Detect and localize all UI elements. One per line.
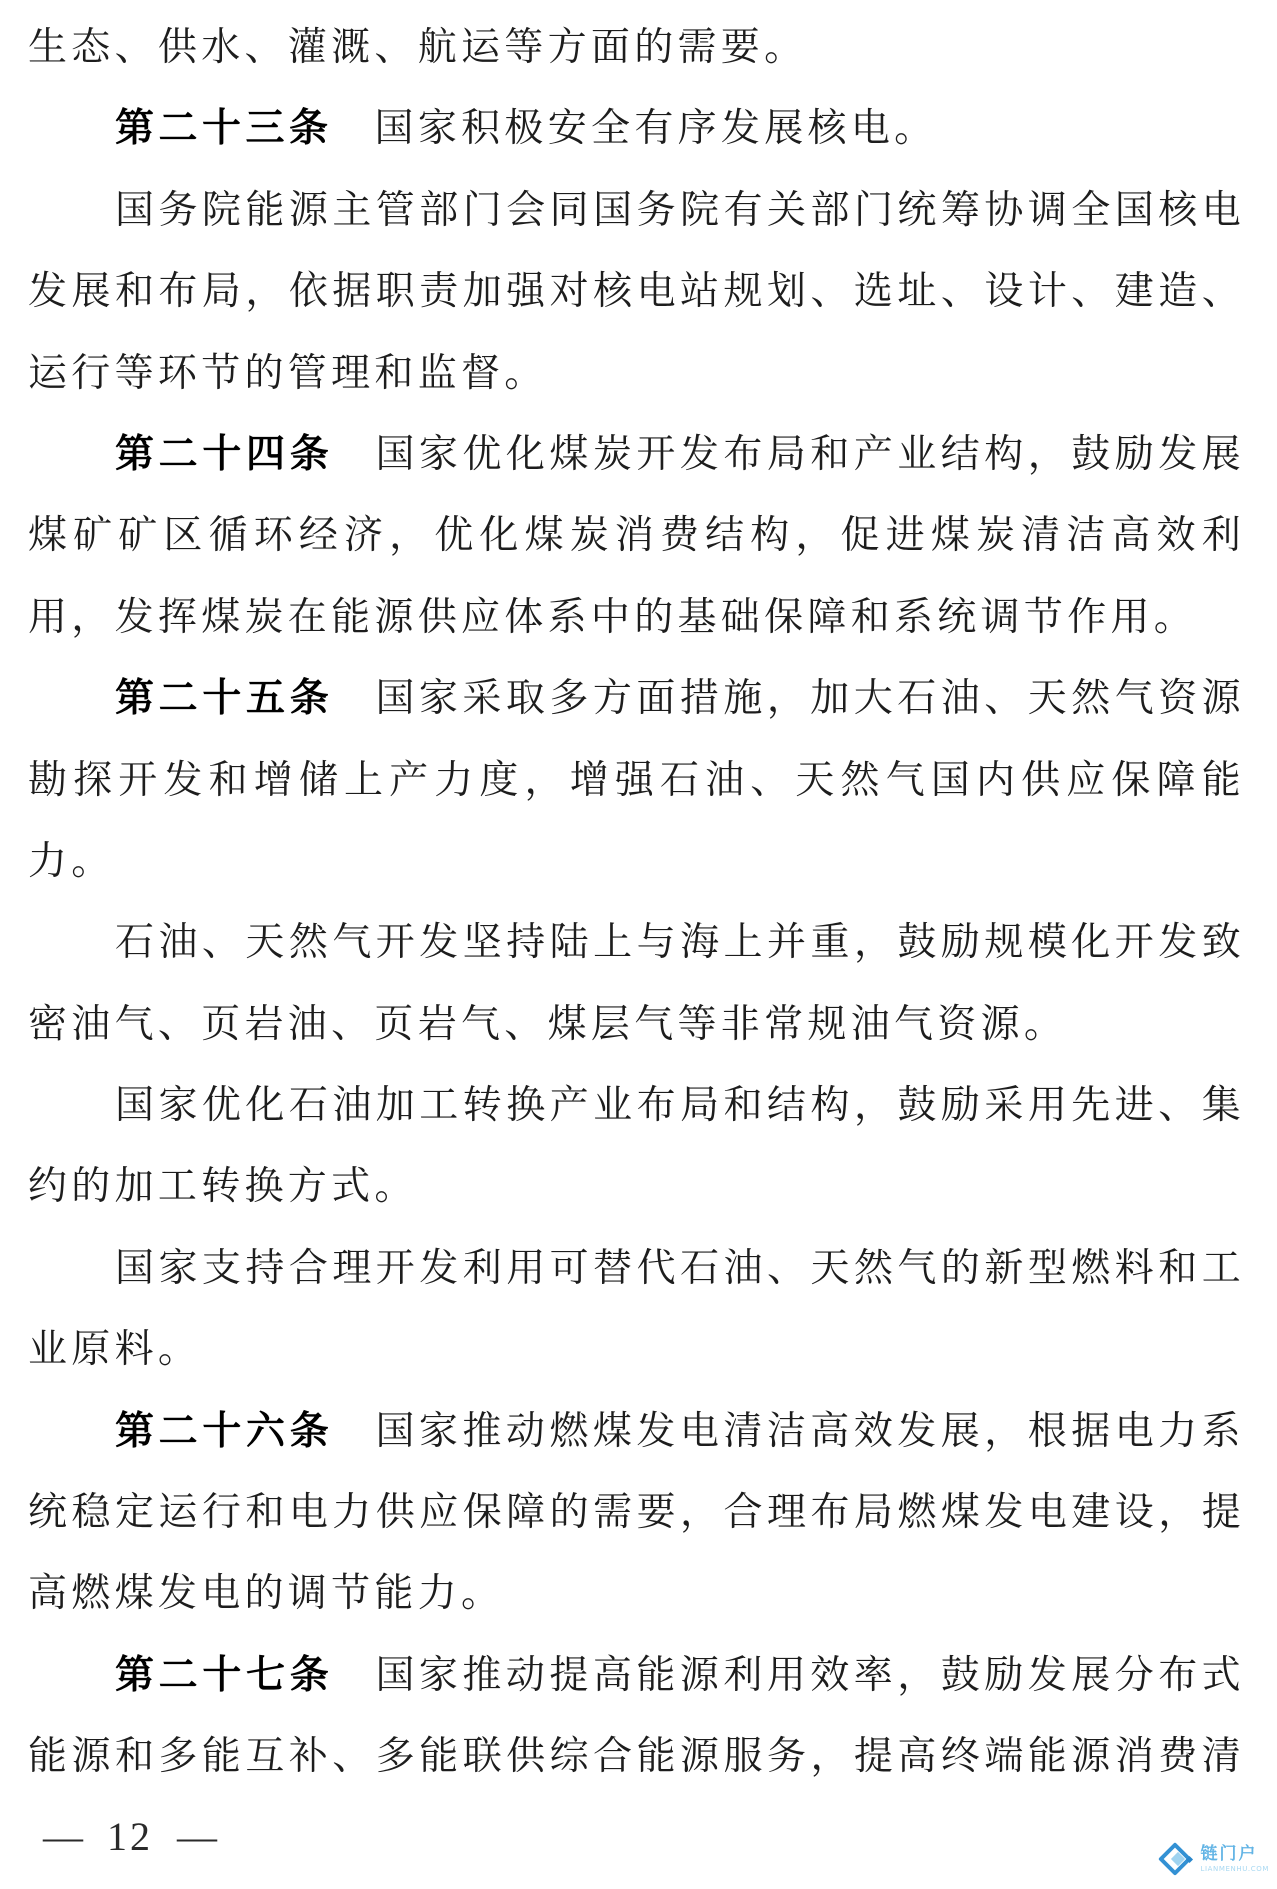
diamond-dot xyxy=(1186,1856,1193,1863)
document-body xyxy=(28,7,1245,1798)
page-number-dash-left: — xyxy=(43,1813,83,1859)
article-number: 第二十五条 xyxy=(115,676,334,722)
text-line xyxy=(28,7,1245,88)
line-text: 国家推动燃煤发电清洁高效发展，根据电力系 xyxy=(375,1409,1245,1453)
article-number: 第二十七条 xyxy=(115,1652,334,1698)
article-number: 第二十三条 xyxy=(115,106,333,152)
page-number xyxy=(43,1806,217,1866)
line-text: 约的加工转换方式。 xyxy=(28,1165,418,1209)
line-text: 国家积极安全有序发展核电。 xyxy=(374,107,938,151)
line-text: 力。 xyxy=(28,839,115,883)
diamond-logo-icon xyxy=(1159,1842,1193,1876)
text-line xyxy=(28,333,1245,414)
watermark xyxy=(1159,1842,1269,1876)
text-line xyxy=(28,821,1245,902)
text-line xyxy=(28,251,1245,332)
article-line xyxy=(28,1635,1245,1716)
text-line xyxy=(28,1065,1245,1146)
article-line xyxy=(28,88,1245,169)
page-number-value: 12 xyxy=(107,1813,153,1859)
line-text: 国家采取多方面措施，加大石油、天然气资源 xyxy=(375,677,1245,721)
article-line xyxy=(28,658,1245,739)
line-text: 国家支持合理开发利用可替代石油、天然气的新型燃料和工 xyxy=(115,1246,1245,1290)
text-line xyxy=(28,902,1245,983)
text-line xyxy=(28,984,1245,1065)
text-line xyxy=(28,740,1245,821)
line-text: 发展和布局，依据职责加强对核电站规划、选址、设计、建造、 xyxy=(28,270,1245,314)
watermark-subtitle: LIANMENHU.COM xyxy=(1200,1864,1269,1873)
text-line xyxy=(28,495,1245,576)
text-line xyxy=(28,1309,1245,1390)
text-line xyxy=(28,1228,1245,1309)
line-text: 煤矿矿区循环经济，优化煤炭消费结构，促进煤炭清洁高效利 xyxy=(28,514,1245,558)
watermark-text xyxy=(1200,1843,1269,1873)
line-text: 国家优化煤炭开发布局和产业结构，鼓励发展 xyxy=(375,432,1245,476)
line-text: 生态、供水、灌溉、航运等方面的需要。 xyxy=(28,26,808,69)
line-text: 密油气、页岩油、页岩气、煤层气等非常规油气资源。 xyxy=(28,1002,1068,1046)
article-line xyxy=(28,414,1245,495)
text-line xyxy=(28,577,1245,658)
line-text: 能源和多能互补、多能联供综合能源服务，提高终端能源消费清 xyxy=(28,1735,1245,1779)
line-text: 统稳定运行和电力供应保障的需要，合理布局燃煤发电建设，提 xyxy=(28,1491,1245,1535)
line-text: 国家优化石油加工转换产业布局和结构，鼓励采用先进、集 xyxy=(115,1084,1245,1128)
line-text: 高燃煤发电的调节能力。 xyxy=(28,1572,505,1616)
text-line xyxy=(28,1472,1245,1553)
line-text: 运行等环节的管理和监督。 xyxy=(28,351,548,395)
text-line xyxy=(28,1146,1245,1227)
text-line xyxy=(28,170,1245,251)
line-text: 国家推动提高能源利用效率，鼓励发展分布式 xyxy=(375,1653,1245,1697)
line-text: 勘探开发和增储上产力度，增强石油、天然气国内供应保障能 xyxy=(28,758,1245,802)
article-number: 第二十四条 xyxy=(115,431,334,477)
article-number: 第二十六条 xyxy=(115,1408,334,1454)
line-text: 石油、天然气开发坚持陆上与海上并重，鼓励规模化开发致 xyxy=(115,921,1245,965)
page-number-dash-right: — xyxy=(177,1813,217,1859)
article-line xyxy=(28,1391,1245,1472)
watermark-title: 链门户 xyxy=(1200,1843,1258,1864)
line-text: 用，发挥煤炭在能源供应体系中的基础保障和系统调节作用。 xyxy=(28,595,1198,639)
line-text: 业原料。 xyxy=(28,1328,202,1372)
text-line xyxy=(28,1553,1245,1634)
line-text: 国务院能源主管部门会同国务院有关部门统筹协调全国核电 xyxy=(115,188,1245,232)
text-line xyxy=(28,1716,1245,1797)
